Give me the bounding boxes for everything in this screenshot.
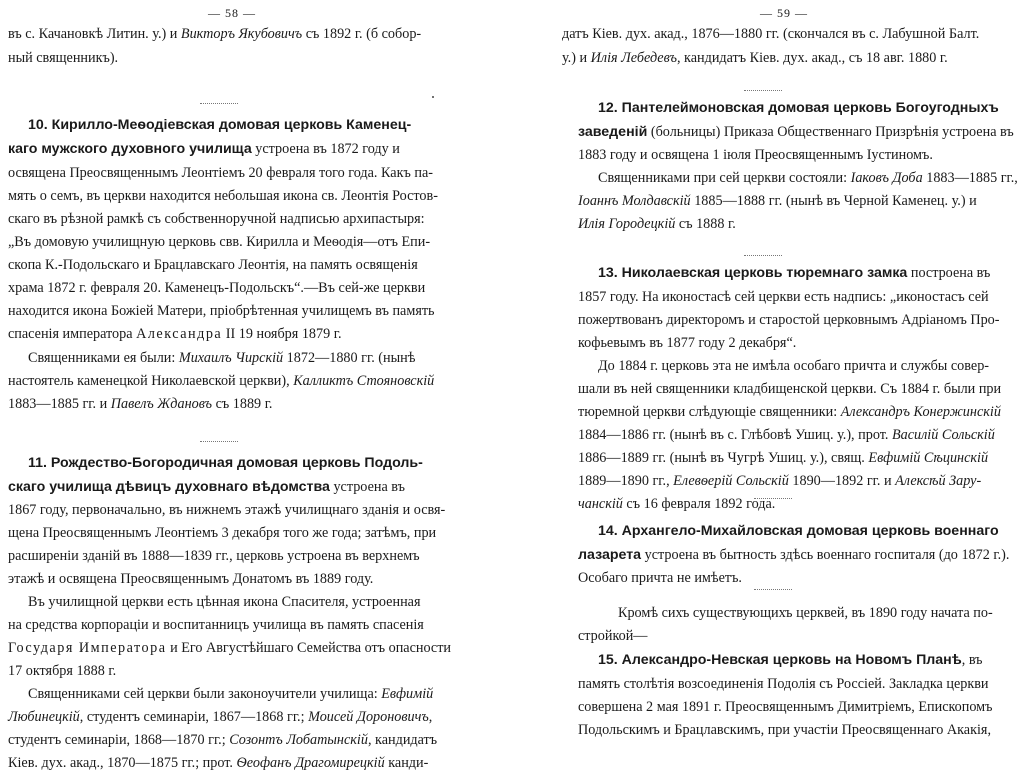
section-separator bbox=[200, 441, 238, 443]
body-text: Священниками сей церкви были законоучители училища: bbox=[28, 686, 382, 702]
text-line bbox=[578, 144, 933, 166]
text-line bbox=[8, 231, 430, 253]
text-line bbox=[578, 286, 989, 308]
body-text: находится икона Божіей Матери, пріобрѣтенная училищемъ въ память bbox=[8, 303, 435, 319]
body-text: , кандидатъ bbox=[367, 732, 438, 748]
body-text: датъ Кіев. дух. акад., 1876—1880 гг. (скончался въ с. Лабушной Балт. bbox=[562, 26, 980, 42]
text-line bbox=[578, 309, 999, 331]
text-line bbox=[578, 332, 796, 354]
text-line bbox=[578, 470, 981, 492]
body-text: До 1884 г. церковь эта не имѣла особаго причта и службы совер- bbox=[598, 358, 990, 374]
text-line bbox=[8, 568, 373, 590]
body-text: память столѣтія возсоединенія Подолія съ Россіей. Закладка церкви bbox=[578, 676, 989, 692]
body-text: 1867 году, первоначально, въ нижнемъ этажѣ училищнаго зданія и освя- bbox=[8, 502, 446, 518]
body-text: Александра bbox=[136, 326, 223, 342]
text-line bbox=[578, 378, 1001, 400]
body-text: Подольскимъ и Брацлавскимъ, при участіи Преосвященнаго Акакія, bbox=[578, 722, 991, 738]
text-line bbox=[598, 520, 999, 542]
text-line bbox=[578, 544, 1009, 566]
name-text: Илія Лебедевъ bbox=[590, 50, 677, 66]
text-line bbox=[8, 614, 424, 636]
text-line bbox=[578, 696, 993, 718]
text-line bbox=[8, 185, 438, 207]
body-text: Кромѣ сихъ существующихъ церквей, въ 1890 году начата по- bbox=[618, 605, 993, 621]
body-text: устроена въ бытность здѣсь военнаго госпиталя (до 1872 г.). bbox=[641, 547, 1010, 563]
text-line bbox=[8, 162, 433, 184]
text-line bbox=[8, 545, 420, 567]
text-line bbox=[8, 752, 428, 774]
body-text: щена Преосвященнымъ Леонтіемъ 3 декабря того же года; затѣмъ, при bbox=[8, 525, 437, 541]
text-line bbox=[598, 167, 1018, 189]
body-text: на средства корпораціи и воспитанницъ училища въ память спасенія bbox=[8, 617, 424, 633]
name-text: Михаилъ Чирскій bbox=[178, 350, 284, 366]
body-text: устроена въ bbox=[329, 479, 405, 495]
text-line bbox=[562, 47, 948, 69]
name-text: Евфимій bbox=[381, 686, 434, 702]
body-text: скаго въ рѣзной рамкѣ съ собственноручной надписью архипастыря: bbox=[8, 211, 425, 227]
print-speck bbox=[432, 96, 434, 98]
heading-text: скаго училища дѣвицъ духовнаго вѣдомства bbox=[8, 479, 330, 495]
name-text: Алексѣй Зару- bbox=[895, 473, 982, 489]
text-line bbox=[578, 447, 988, 469]
body-text: и Его Августѣйшаго Семейства отъ опасности bbox=[166, 640, 452, 656]
text-line bbox=[8, 522, 436, 544]
name-text: Моисей Дороновичъ bbox=[308, 709, 429, 725]
body-text: , bbox=[428, 709, 433, 725]
text-line bbox=[8, 660, 116, 682]
section-separator bbox=[754, 589, 792, 591]
text-line bbox=[618, 602, 993, 624]
text-line bbox=[578, 121, 1014, 143]
text-line bbox=[578, 493, 775, 515]
body-text: (больницы) Приказа Общественнаго Призрѣнія устроена въ bbox=[647, 124, 1014, 140]
body-text: , въ bbox=[961, 652, 983, 668]
body-text: студентъ семинаріи, 1868—1870 гг.; bbox=[8, 732, 230, 748]
body-text: Въ училищной церкви есть цѣнная икона Спасителя, устроенная bbox=[28, 594, 421, 610]
body-text: скопа К.-Подольскаго и Брацлавскаго Леонтія, на память освященія bbox=[8, 257, 418, 273]
left-page-text bbox=[8, 0, 512, 771]
page-number-left: — 58 — bbox=[208, 6, 256, 20]
text-line bbox=[8, 706, 432, 728]
body-text: , кандидатъ Кіев. дух. акад., съ 18 авг. 1880 г. bbox=[676, 50, 948, 66]
body-text: „Въ домовую училищную церковь свв. Кирилла и Меѳодія—отъ Епи- bbox=[8, 234, 431, 250]
section-separator bbox=[754, 498, 792, 500]
text-line bbox=[8, 637, 451, 659]
name-text: Любинецкій bbox=[8, 709, 80, 725]
body-text: 1890—1892 гг. и bbox=[788, 473, 896, 489]
body-text: II 19 ноября 1879 г. bbox=[222, 326, 342, 342]
body-text: 17 октября 1888 г. bbox=[8, 663, 117, 679]
name-text: Калликтъ Стояновскій bbox=[293, 373, 435, 389]
body-text: устроена въ 1872 году и bbox=[251, 141, 400, 157]
section-separator bbox=[744, 90, 782, 92]
body-text: пожертвованъ директоромъ и старостой церковнымъ Адріаномъ Про- bbox=[578, 312, 1000, 328]
body-text: храма 1872 г. февраля 20. Каменецъ-Подольскъ“.—Въ сей-же церкви bbox=[8, 280, 426, 296]
text-line bbox=[8, 138, 400, 160]
name-text: Іоаннъ Молдавскій bbox=[578, 193, 691, 209]
body-text: построена въ bbox=[907, 265, 991, 281]
name-text: Созонтъ Лобатынскій bbox=[229, 732, 368, 748]
name-text: Евфимій Сѣцинскій bbox=[868, 450, 989, 466]
heading-text: лазарета bbox=[578, 547, 642, 563]
name-text: Илія Городецкій bbox=[578, 216, 676, 232]
body-text: 1889—1890 гг., bbox=[578, 473, 674, 489]
body-text: 1884—1886 гг. (нынѣ въ с. Глѣбовѣ Ушиц. у.), прот. bbox=[578, 427, 892, 443]
heading-text: каго мужского духовного училища bbox=[8, 141, 252, 157]
right-page bbox=[512, 0, 1024, 738]
text-line bbox=[8, 393, 272, 415]
body-text: съ 1888 г. bbox=[675, 216, 736, 232]
text-line bbox=[28, 347, 415, 369]
body-text: канди- bbox=[384, 755, 429, 771]
body-text: , студентъ семинаріи, 1867—1868 гг.; bbox=[79, 709, 309, 725]
text-line bbox=[8, 23, 421, 45]
body-text: съ 1889 г. bbox=[212, 396, 273, 412]
body-text: 1883 году и освящена 1 іюля Преосвященнымъ Іустиномъ. bbox=[578, 147, 933, 163]
body-text: стройкой— bbox=[578, 628, 648, 644]
body-text: расширеніи зданій въ 1888—1839 гг., церковь устроена въ верхнемъ bbox=[8, 548, 420, 564]
text-line bbox=[578, 424, 995, 446]
body-text: 1883—1885 гг. и bbox=[8, 396, 111, 412]
heading-text: 13. Николаевская церковь тюремнаго замка bbox=[598, 265, 908, 281]
body-text: спасенія императора bbox=[8, 326, 137, 342]
name-text: Іаковъ Доба bbox=[850, 170, 923, 186]
heading-text: 10. Кирилло-Меѳодіевская домовая церковь Каменец- bbox=[28, 117, 412, 133]
text-line bbox=[578, 213, 736, 235]
name-text: Василій Сольскій bbox=[891, 427, 995, 443]
body-text: 1872—1880 гг. (нынѣ bbox=[283, 350, 416, 366]
text-line bbox=[8, 208, 425, 230]
text-line bbox=[28, 683, 433, 705]
body-text: совершена 2 мая 1891 г. Преосвященнымъ Димитріемъ, Епископомъ bbox=[578, 699, 993, 715]
body-text: Кіев. дух. акад., 1870—1875 гг.; прот. bbox=[8, 755, 237, 771]
heading-text: 15. Александро-Невская церковь на Новомъ Планѣ bbox=[598, 652, 962, 668]
heading-text: 12. Пантелеймоновская домовая церковь Богоугодныхъ bbox=[598, 100, 999, 116]
body-text: освящена Преосвященнымъ Леонтіемъ 20 февраля того года. Какъ па- bbox=[8, 165, 433, 181]
text-line bbox=[578, 625, 648, 647]
text-line bbox=[598, 97, 999, 119]
text-line bbox=[8, 300, 435, 322]
body-text: въ с. Качановкѣ Литин. у.) и bbox=[8, 26, 181, 42]
body-text: настоятель каменецкой Николаевской церкви), bbox=[8, 373, 294, 389]
text-line bbox=[8, 254, 418, 276]
heading-text: 14. Архангело-Михайловская домовая церковь военнаго bbox=[598, 523, 999, 539]
text-line bbox=[8, 499, 445, 521]
body-text: шали въ ней священники кладбищенской церкви. Съ 1884 г. были при bbox=[578, 381, 1002, 397]
text-line bbox=[8, 323, 342, 345]
text-line bbox=[598, 649, 983, 671]
heading-text: 11. Рождество-Богородичная домовая церковь Подоль- bbox=[28, 455, 423, 471]
text-line bbox=[8, 476, 405, 498]
body-text: Особаго причта не имѣетъ. bbox=[578, 570, 742, 586]
text-line bbox=[8, 47, 118, 69]
right-page-text bbox=[562, 0, 1024, 738]
text-line bbox=[578, 401, 1001, 423]
body-text: ный священникъ). bbox=[8, 50, 119, 66]
body-text: этажѣ и освящена Преосвященнымъ Донатомъ въ 1889 году. bbox=[8, 571, 374, 587]
body-text: съ 1892 г. (б собор- bbox=[302, 26, 422, 42]
page-number-right: — 59 — bbox=[760, 6, 808, 20]
name-text: Павелъ Ждановъ bbox=[110, 396, 213, 412]
body-text: Священниками ея были: bbox=[28, 350, 179, 366]
body-text: 1885—1888 гг. (нынѣ въ Черной Каменец. у.) и bbox=[690, 193, 977, 209]
text-line bbox=[28, 452, 423, 474]
name-text: Викторъ Якубовичъ bbox=[180, 26, 303, 42]
heading-text: заведеній bbox=[578, 124, 648, 140]
name-text: Елевѳерій Сольскій bbox=[673, 473, 789, 489]
section-separator bbox=[744, 255, 782, 257]
body-text: 1883—1885 гг., bbox=[922, 170, 1018, 186]
body-text: мять о семъ, въ церкви находится небольшая икона св. Леонтія Ростов- bbox=[8, 188, 438, 204]
name-text: Александръ Конержинскій bbox=[840, 404, 1001, 420]
body-text: 1886—1889 гг. (нынѣ въ Чугрѣ Ушиц. у.), свящ. bbox=[578, 450, 869, 466]
text-line bbox=[578, 567, 742, 589]
body-text: съ 16 февраля 1892 года. bbox=[622, 496, 776, 512]
text-line bbox=[28, 591, 420, 613]
text-line bbox=[8, 370, 434, 392]
section-separator bbox=[200, 103, 238, 105]
text-line bbox=[598, 355, 989, 377]
text-line bbox=[562, 23, 979, 45]
body-text: тюремной церкви слѣдующіе священники: bbox=[578, 404, 841, 420]
left-page bbox=[0, 0, 512, 771]
body-text: кофьевымъ въ 1877 году 2 декабря“. bbox=[578, 335, 797, 351]
text-line bbox=[28, 114, 411, 136]
text-line bbox=[8, 729, 437, 751]
name-text: чанскій bbox=[578, 496, 623, 512]
text-line bbox=[578, 190, 977, 212]
text-line bbox=[8, 277, 425, 299]
text-line bbox=[598, 262, 990, 284]
text-line bbox=[578, 673, 989, 695]
body-text: у.) и bbox=[562, 50, 591, 66]
body-text: 1857 году. На иконостасѣ сей церкви есть надпись: „иконостасъ сей bbox=[578, 289, 989, 305]
text-line bbox=[578, 719, 991, 741]
body-text: Священниками при сей церкви состояли: bbox=[598, 170, 851, 186]
name-text: Ѳеофанъ Драгомирецкій bbox=[236, 755, 385, 771]
body-text: Государя Императора bbox=[8, 640, 167, 656]
